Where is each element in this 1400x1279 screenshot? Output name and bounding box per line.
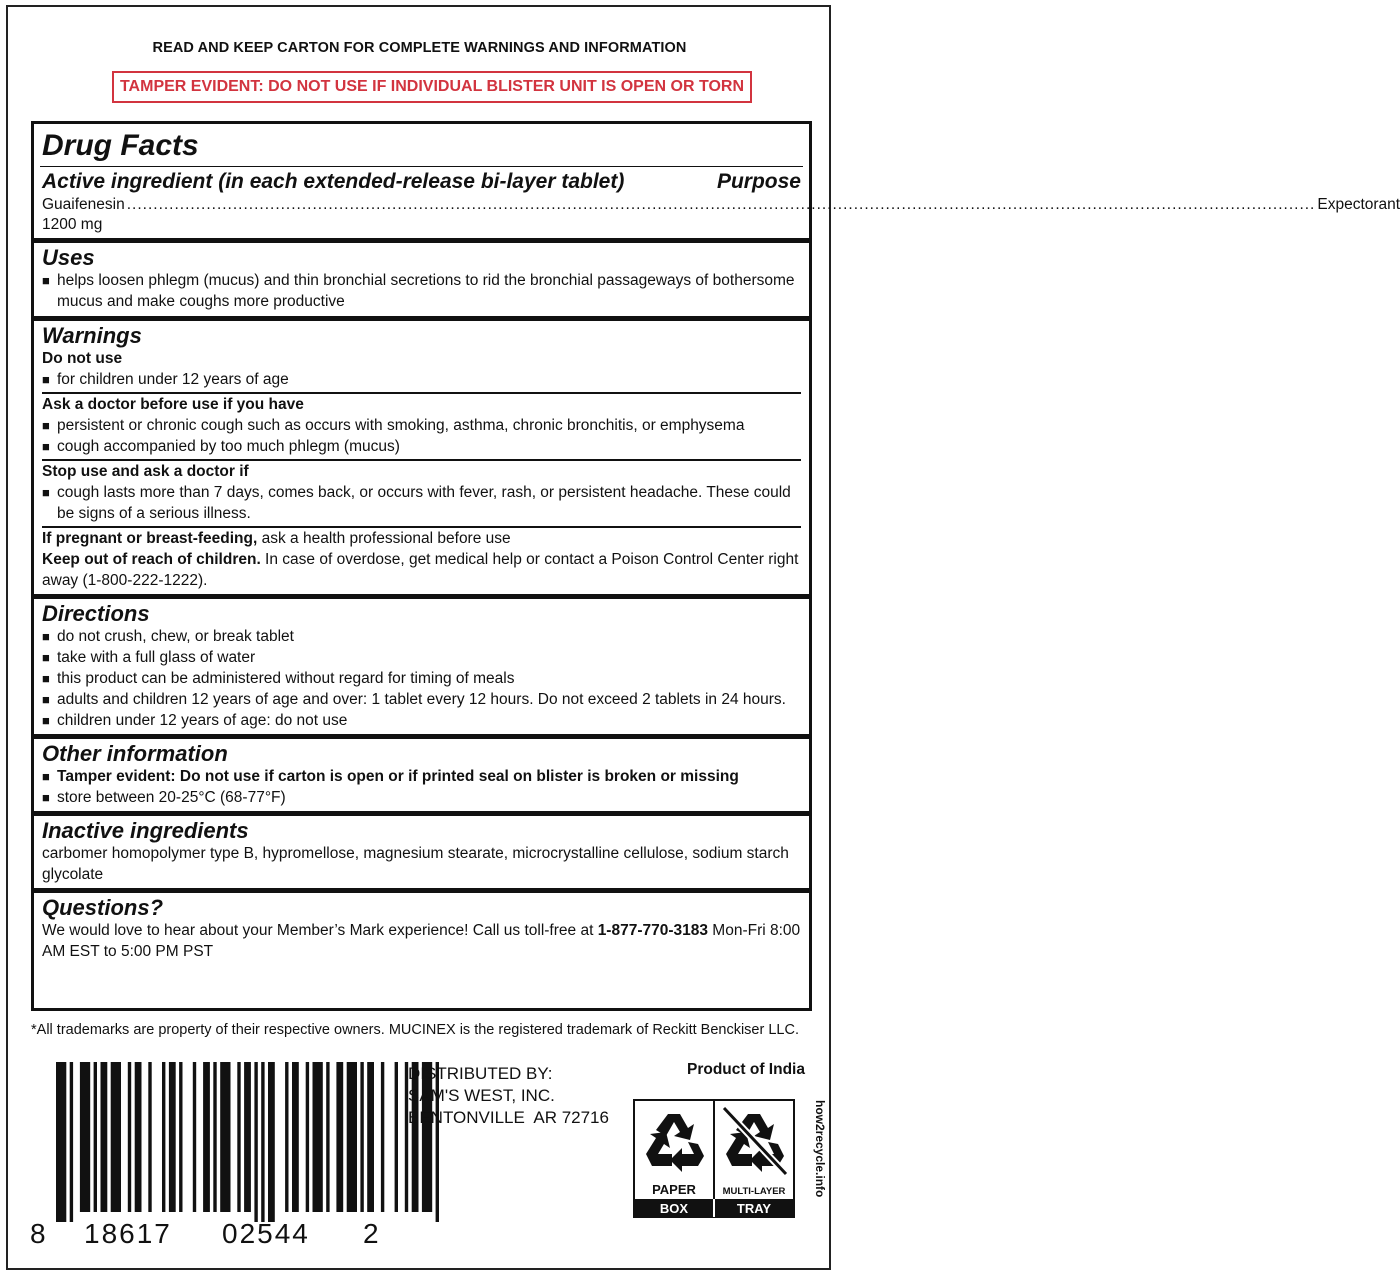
barcode-bar [135, 1062, 142, 1212]
barcode-right-group: 02544 [222, 1218, 310, 1249]
how2recycle-url: how2recycle.info [813, 1100, 827, 1198]
ask-doctor-heading: Ask a doctor before use if you have [42, 396, 304, 413]
directions-item: ■ take with a full glass of water [42, 649, 256, 666]
barcode-bar [306, 1062, 309, 1212]
barcode-bar [261, 1062, 264, 1222]
inactive-heading: Inactive ingredients [42, 818, 249, 843]
drug-facts-title: Drug Facts [42, 129, 199, 162]
barcode-bar [313, 1062, 323, 1212]
inactive-list: carbomer homopolymer type B, hypromellose, magnesium stearate, microcrystalline cellulose, sodium starch glycolate [42, 845, 789, 883]
barcode-left-group: 18617 [84, 1218, 172, 1249]
barcode-bar [395, 1062, 398, 1212]
distributor-name: SAM'S WEST, INC. [408, 1086, 555, 1105]
barcode-bar [360, 1062, 363, 1212]
drug-facts-panel [31, 121, 1400, 1011]
barcode-bar [179, 1062, 182, 1212]
do-not-use-item: ■ for children under 12 years of age [42, 371, 289, 388]
tamper-banner: TAMPER EVIDENT: DO NOT USE IF INDIVIDUAL BLISTER UNIT IS OPEN OR TORN [112, 71, 752, 103]
barcode-bar [220, 1062, 230, 1212]
barcode-first-digit: 8 [30, 1218, 48, 1249]
barcode-bar [336, 1062, 343, 1212]
barcode-bar [70, 1062, 73, 1222]
other-info-tamper: ■ Tamper evident: Do not use if carton is open or if printed seal on blister is broken or missing [42, 768, 739, 785]
recycle-left-bottom: BOX [659, 1201, 689, 1216]
recycle-right-bottom: TRAY [736, 1201, 772, 1216]
directions-heading: Directions [42, 601, 150, 626]
barcode-bar [101, 1062, 108, 1212]
how2recycle-label [634, 1100, 794, 1217]
ingredient-purpose: Expectorant [1317, 196, 1400, 213]
read-keep-notice: READ AND KEEP CARTON FOR COMPLETE WARNINGS AND INFORMATION [152, 40, 687, 56]
phone-number: 1-877-770-3183 [597, 922, 708, 939]
barcode-bar [237, 1062, 240, 1212]
barcode-bar [203, 1062, 210, 1212]
stop-use-heading: Stop use and ask a doctor if [42, 463, 249, 480]
questions-text: We would love to hear about your Member’s Mark experience! Call us toll-free at 1-877-770-3183 Mon-Fri 8:00 AM EST to 5:00 PM PST [42, 922, 801, 960]
barcode-bar [326, 1062, 329, 1212]
barcode-bar [268, 1062, 275, 1222]
recycle-left-top: PAPER [652, 1182, 696, 1197]
ask-doctor-item: ■ persistent or chronic cough such as occurs with smoking, asthma, chronic bronchitis, or emphysema [42, 417, 745, 434]
uses-item: ■ helps loosen phlegm (mucus) and thin bronchial secretions to rid the bronchial passageways of bothersome mucus and make coughs more productive [42, 272, 795, 310]
do-not-use-heading: Do not use [42, 350, 123, 367]
barcode-bar [56, 1062, 66, 1222]
barcode-bar [169, 1062, 176, 1212]
barcode-bar [111, 1062, 121, 1212]
ingredient-name: Guaifenesin 1200 mg [42, 196, 125, 233]
barcode-check-digit: 2 [363, 1218, 381, 1249]
purpose-heading: Purpose [716, 170, 801, 193]
barcode-bar [213, 1062, 216, 1212]
ingredient-row: Guaifenesin 1200 mg ................................................................................................................................................................................................................................ Expectorant [42, 196, 1400, 233]
directions-item: ■ children under 12 years of age: do not use [42, 712, 348, 729]
barcode-bar [367, 1062, 374, 1212]
pregnant-warning: If pregnant or breast-feeding, ask a health professional before use [42, 530, 511, 547]
barcode-bar [244, 1062, 251, 1212]
other-info-store: ■ store between 20-25°C (68-77°F) [42, 789, 286, 806]
distributor-label: DISTRIBUTED BY: [408, 1064, 553, 1083]
stop-use-item: ■ cough lasts more than 7 days, comes back, or occurs with fever, rash, or persistent headache. These could be signs of a serious illness. [42, 484, 791, 522]
barcode-bar [94, 1062, 97, 1212]
questions-heading: Questions? [42, 895, 164, 920]
directions-item: ■ this product can be administered without regard for timing of meals [42, 670, 515, 687]
barcode-bar [292, 1062, 299, 1212]
barcode-bar [254, 1062, 257, 1222]
distributor [408, 1063, 609, 1129]
keep-out-warning: Keep out of reach of children. In case of overdose, get medical help or contact a Poison Control Center right away (1-800-222-1222). [42, 551, 799, 589]
barcode-bar [381, 1062, 384, 1212]
how2recycle-site [804, 1100, 827, 1220]
origin-label: Product of India [687, 1061, 805, 1078]
other-info-heading: Other information [42, 741, 228, 766]
barcode-bar [285, 1062, 288, 1212]
barcode-bar [162, 1062, 165, 1212]
barcode-bar [347, 1062, 357, 1212]
trademark-footnote: *All trademarks are property of their respective owners. MUCINEX is the registered trademark of Reckitt Benckiser LLC. [31, 1022, 799, 1038]
active-ingredient-heading: Active ingredient (in each extended-release bi-layer tablet) [42, 170, 625, 193]
barcode-bar [80, 1062, 90, 1212]
barcode-bar [148, 1062, 151, 1212]
distributor-city: BENTONVILLE AR 72716 [408, 1108, 609, 1127]
uses-heading: Uses [42, 245, 95, 270]
barcode-bar [193, 1062, 196, 1212]
ask-doctor-item: ■ cough accompanied by too much phlegm (mucus) [42, 438, 400, 455]
warnings-heading: Warnings [42, 323, 142, 348]
directions-item: ■ adults and children 12 years of age and over: 1 tablet every 12 hours. Do not exceed 2 tablets in 24 hours. [42, 691, 786, 708]
active-ingredient-header [42, 169, 801, 195]
barcode-bar [128, 1062, 131, 1212]
directions-item: ■ do not crush, chew, or break tablet [42, 628, 294, 645]
recycle-right-top: MULTI-LAYER [722, 1186, 786, 1197]
